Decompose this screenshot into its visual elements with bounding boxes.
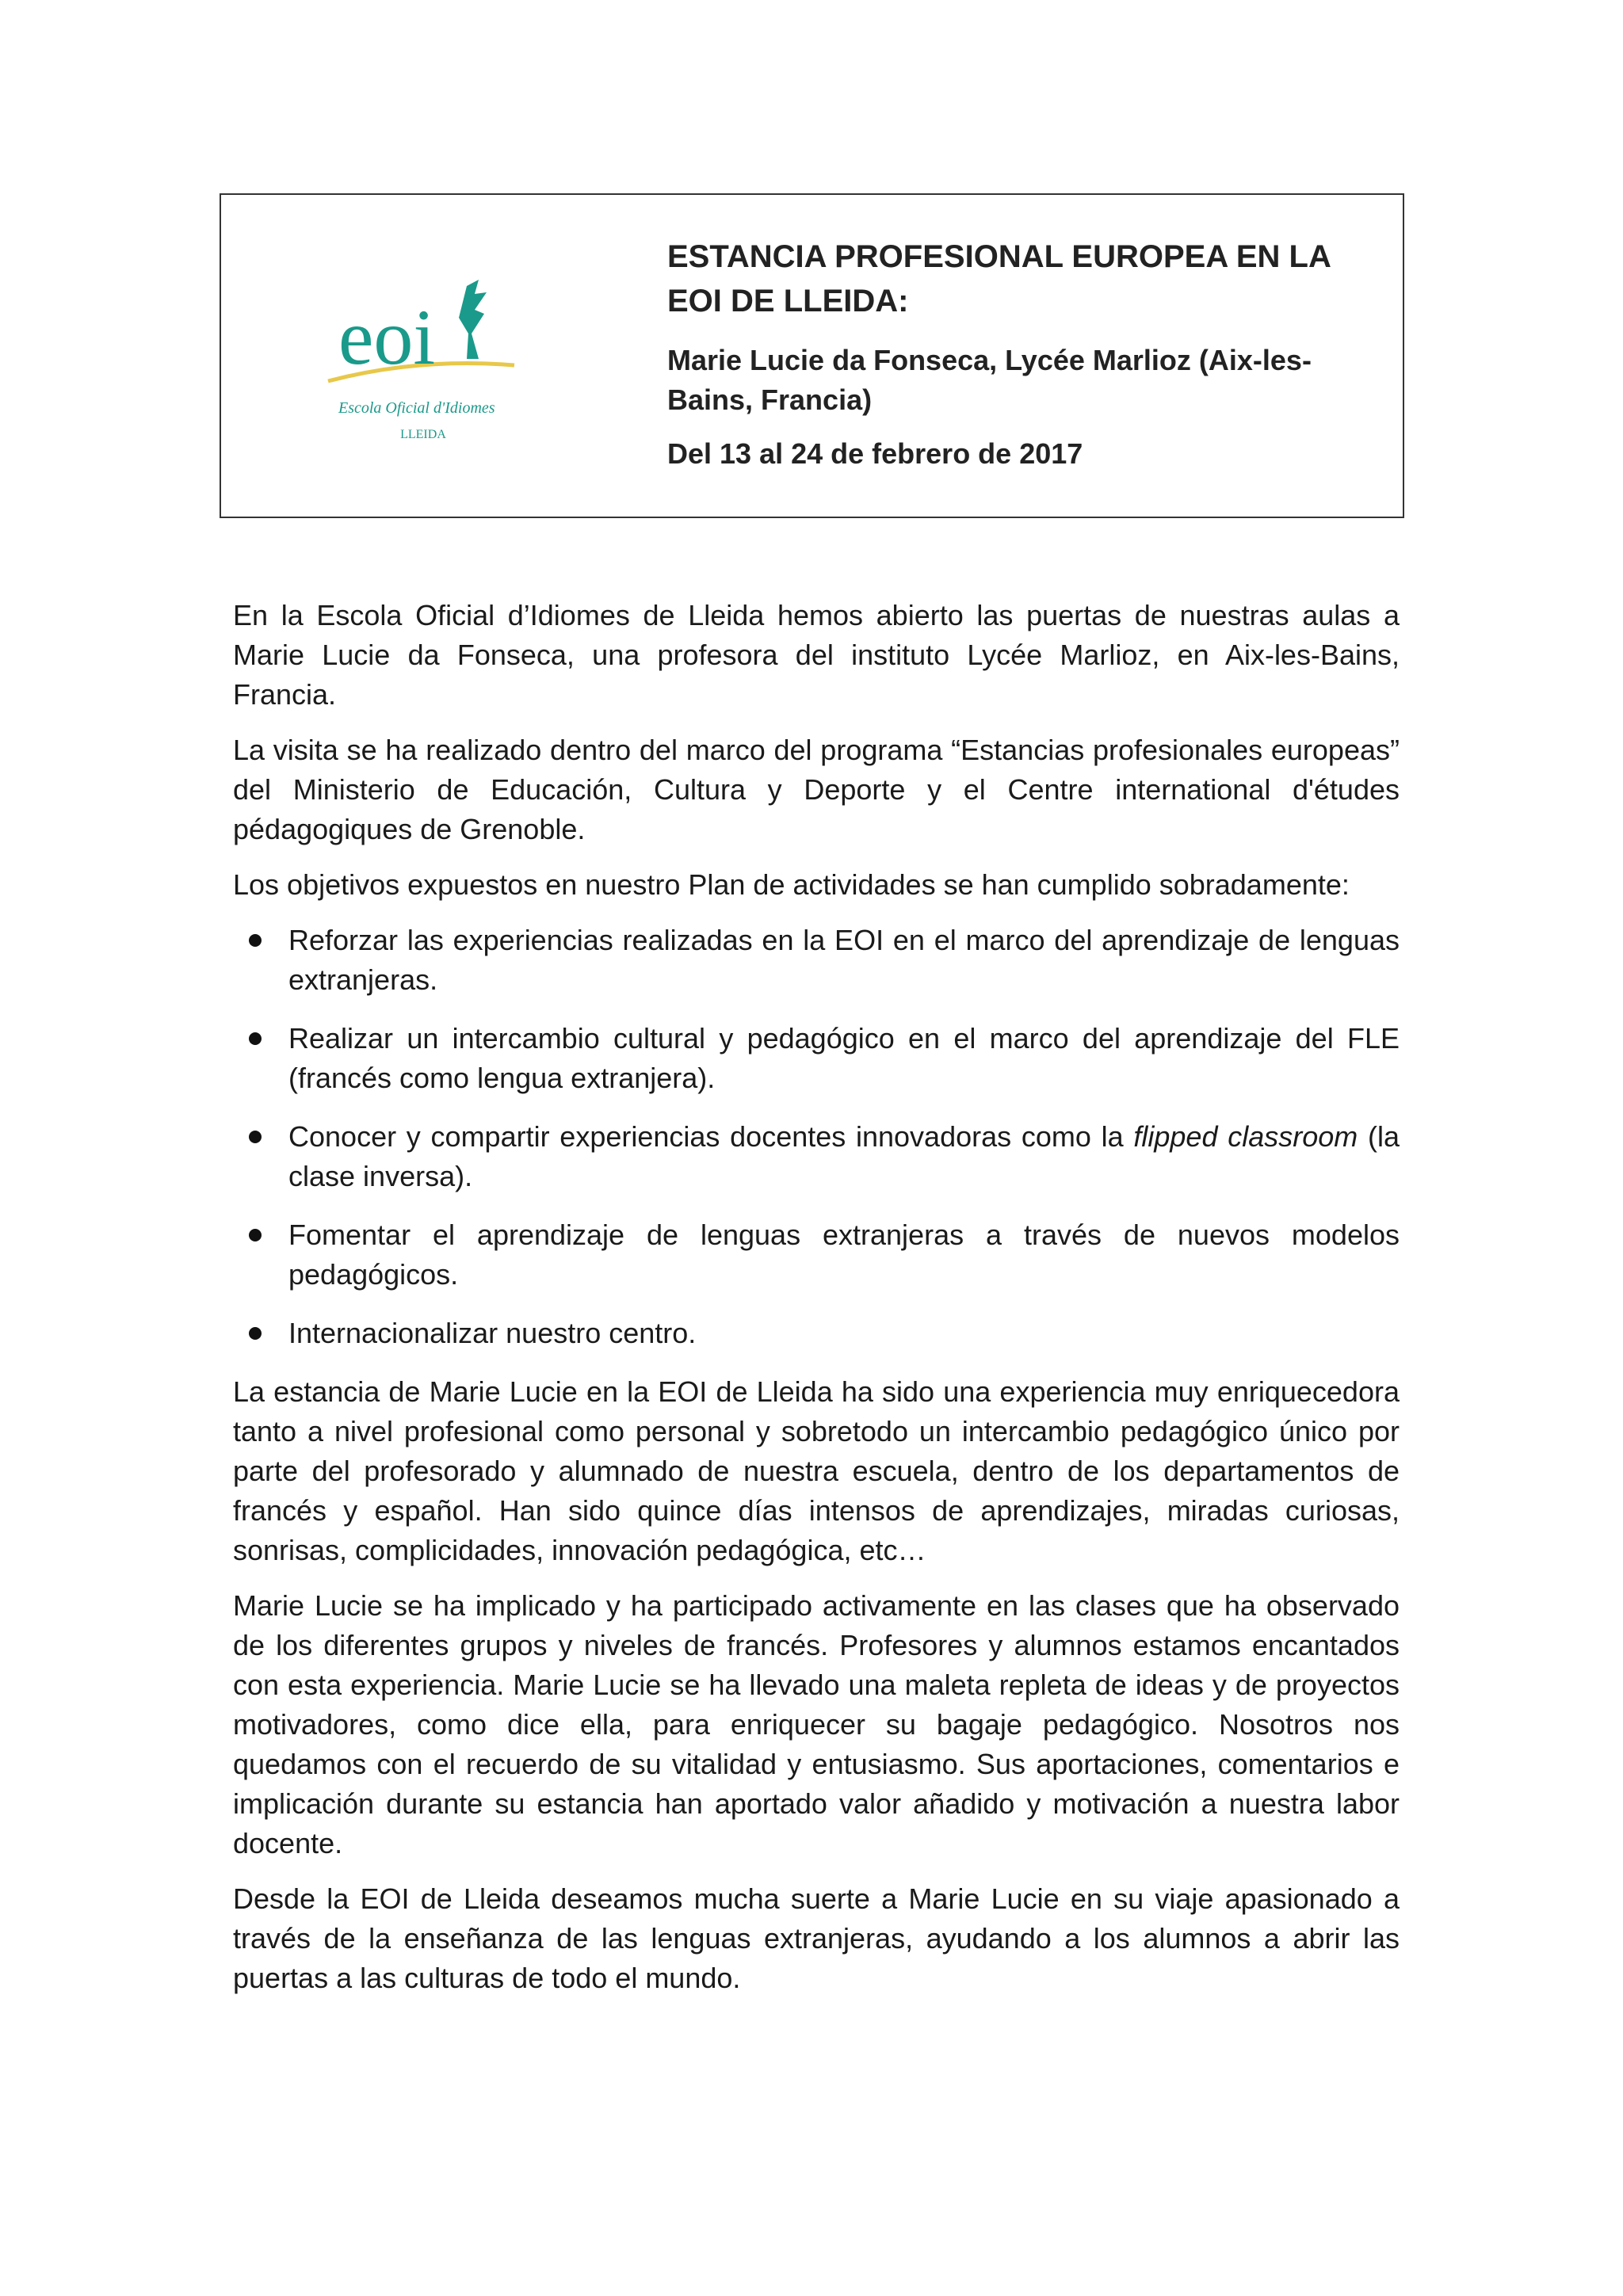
paragraph-experience: La estancia de Marie Lucie en la EOI de Lleida ha sido una experiencia muy enriquecedora tanto a nivel profesional como personal y sobretodo un intercambio pedagógico único por parte del profesorado y alumnado de nuestra escuela, dentro de los departamentos de francés y español. Han sido quince días intensos de aprendizajes, miradas curiosas, sonrisas, complicidades, innovación pedagógica, etc… [233, 1375, 1400, 1566]
header-box [220, 193, 1404, 518]
logo-letters: eoi [338, 293, 436, 381]
eoi-logo [316, 270, 522, 452]
paragraph-closing: Desde la EOI de Lleida deseamos mucha suerte a Marie Lucie en su viaje apasionado a través de la enseñanza de las lenguas extranjeras, ayudando a los alumnos a abrir las puertas a las culturas de todo el mundo. [233, 1882, 1400, 1994]
bullet-icon [249, 1131, 262, 1143]
paragraph-participation: Marie Lucie se ha implicado y ha participado activamente en las clases que ha observado de los diferentes grupos y niveles de francés. Profesores y alumnos estamos encantados con esta experiencia. Marie Lucie se ha llevado una maleta repleta de ideas y de proyectos motivadores, como dice ella, para enriquecer su bagaje pedagógico. Nosotros nos quedamos con el recuerdo de su vitalidad y entusiasmo. Sus aportaciones, comentarios e implicación durante su estancia han aportado valor añadido y motivación a nuestra labor docente. [233, 1589, 1400, 1859]
objective-text: Realizar un intercambio cultural y pedagógico en el marco del aprendizaje del FLE (francés como lengua extranjera). [288, 1022, 1400, 1094]
objective-item [233, 1117, 1400, 1196]
objective-text-italic: flipped classroom [1133, 1120, 1358, 1153]
objective-text: Fomentar el aprendizaje de lenguas extranjeras a través de nuevos modelos pedagógicos. [288, 1219, 1400, 1291]
objective-item [233, 1314, 1400, 1353]
dates-line: Del 13 al 24 de febrero de 2017 [667, 437, 1083, 470]
objective-item [233, 1215, 1400, 1295]
paragraph-intro: En la Escola Oficial d’Idiomes de Lleida hemos abierto las puertas de nuestras aulas a Marie Lucie da Fonseca, una profesora del instituto Lycée Marlioz, en Aix-les-Bains, Francia. [233, 599, 1400, 711]
objective-item [233, 1019, 1400, 1098]
paragraph-program: La visita se ha realizado dentro del marco del programa “Estancias profesionales europeas” del Ministerio de Educación, Cultura y Deporte y el Centre international d'études pédagogiques de Grenoble. [233, 734, 1400, 845]
objectives-list [233, 921, 1400, 1353]
bullet-icon [249, 1327, 262, 1340]
bullet-icon [249, 1032, 262, 1045]
page-title: ESTANCIA PROFESIONAL EUROPEA EN LA EOI DE LLEIDA: [667, 239, 1331, 318]
paragraph-objectives-intro: Los objetivos expuestos en nuestro Plan de actividades se han cumplido sobradamente: [233, 868, 1350, 901]
logo-org-line: Escola Oficial d'Idiomes [338, 399, 495, 417]
objective-item [233, 921, 1400, 1000]
logo-city: LLEIDA [400, 428, 446, 441]
person-line: Marie Lucie da Fonseca, Lycée Marlioz (Aix-les-Bains, Francia) [667, 344, 1312, 416]
objective-text: Internacionalizar nuestro centro. [288, 1317, 697, 1349]
objective-text-before: Conocer y compartir experiencias docentes innovadoras como la [288, 1120, 1134, 1153]
objective-text: Reforzar las experiencias realizadas en la EOI en el marco del aprendizaje de lenguas extranjeras. [288, 924, 1400, 996]
article-body [233, 596, 1400, 2014]
objective-text-after: (la clase inversa). [288, 1120, 1400, 1192]
header-text [667, 235, 1381, 488]
bullet-icon [249, 934, 262, 947]
eoi-logo-graphic [316, 270, 522, 452]
bullet-icon [249, 1229, 262, 1241]
